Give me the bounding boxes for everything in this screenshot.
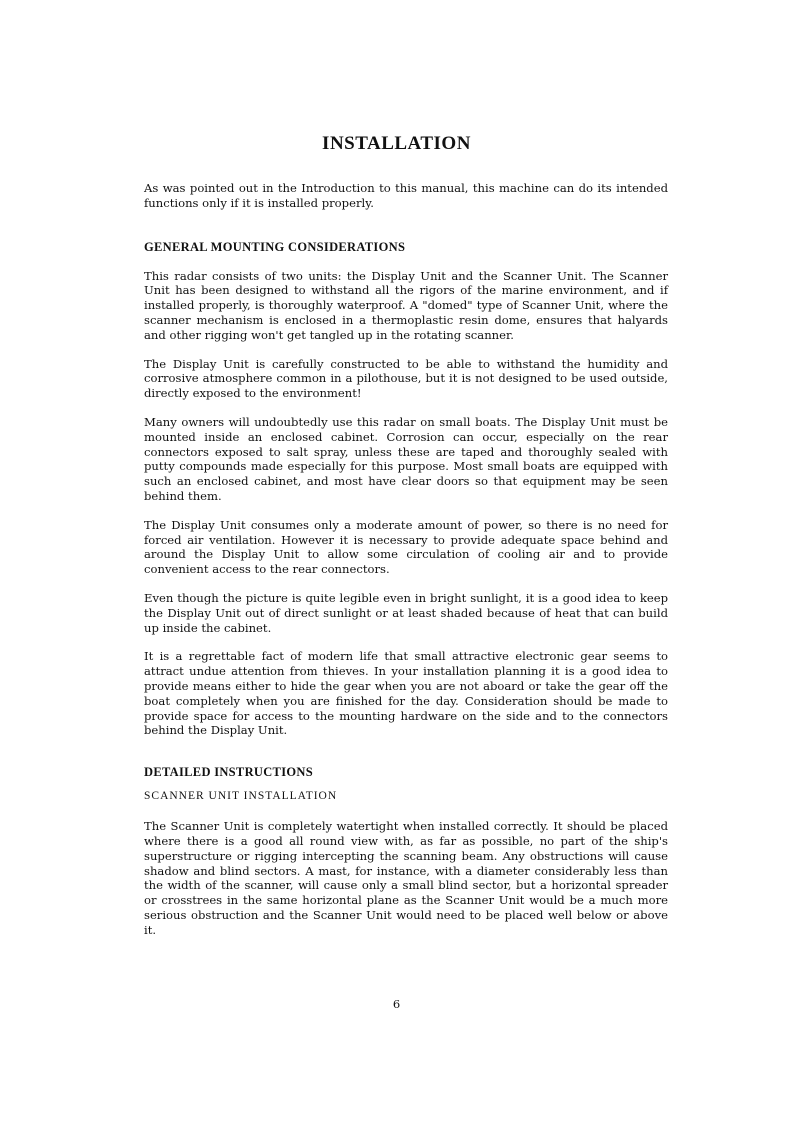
intro-paragraph: As was pointed out in the Introduction to this manual, this machine can do its intended functions only if it is installed properly. (144, 181, 668, 210)
general-paragraph-power-ventilation: The Display Unit consumes only a moderate amount of power, so there is no need for forced air ventilation. However it is necessary to provide adequate space behind and around the Display Unit to allow some circulation of cooling air and to provide convenient access to the rear connectors. (144, 517, 668, 577)
general-paragraph-display-humidity: The Display Unit is carefully constructed to be able to withstand the humidity and corrosive atmosphere common in a pilothouse, but it is not designed to be used outside, directly exposed to the environment! (144, 356, 668, 401)
page-title: INSTALLATION (322, 133, 471, 154)
scanner-installation-subheading: SCANNER UNIT INSTALLATION (144, 790, 338, 803)
detailed-instructions-heading: DETAILED INSTRUCTIONS (144, 765, 313, 780)
page-content (144, 181, 668, 937)
general-mounting-heading: GENERAL MOUNTING CONSIDERATIONS (144, 239, 406, 254)
page-number: 6 (392, 997, 401, 1011)
general-paragraph-theft: It is a regrettable fact of modern life that small attractive electronic gear seems to attract undue attention from thieves. In your installation planning it is a good idea to provide means either to hide the gear when you are not aboard or take the gear off the boat completely when you are finished for the day. Consideration should be made to provide space for access to the mounting hardware on the side and to the connectors behind the Display Unit. (144, 649, 668, 738)
scanner-paragraph: The Scanner Unit is completely watertight when installed correctly. It should be placed where there is a good all round view with, as far as possible, no part of the ship's superstructure or rigging intercepting the scanning beam. Any obstructions will cause shadow and blind sectors. A mast, for instance, with a diameter considerably less than the width of the scanner, will cause only a small blind sector, but a horizontal spreader or crosstrees in the same horizontal plane as the Scanner Unit would be a much more serious obstruction and the Scanner Unit would need to be placed well below or above it. (144, 819, 668, 937)
general-paragraph-sunlight: Even though the picture is quite legible even in bright sunlight, it is a good idea to keep the Display Unit out of direct sunlight or at least shaded because of heat that can build up inside the cabinet. (144, 590, 668, 635)
general-paragraph-small-boats: Many owners will undoubtedly use this radar on small boats. The Display Unit must be mounted inside an enclosed cabinet. Corrosion can occur, especially on the rear connectors exposed to salt spray, unless these are taped and thoroughly sealed with putty compounds made especially for this purpose. Most small boats are equipped with such an enclosed cabinet, and most have clear doors so that equipment may be seen behind them. (144, 414, 668, 503)
general-paragraph-radar-units: This radar consists of two units: the Display Unit and the Scanner Unit. The Scanner Unit has been designed to withstand all the rigors of the marine environment, and if installed properly, is thoroughly waterproof. A "domed" type of Scanner Unit, where the scanner mechanism is enclosed in a thermoplastic resin dome, ensures that halyards and other rigging won't get tangled up in the rotating scanner. (144, 268, 668, 342)
